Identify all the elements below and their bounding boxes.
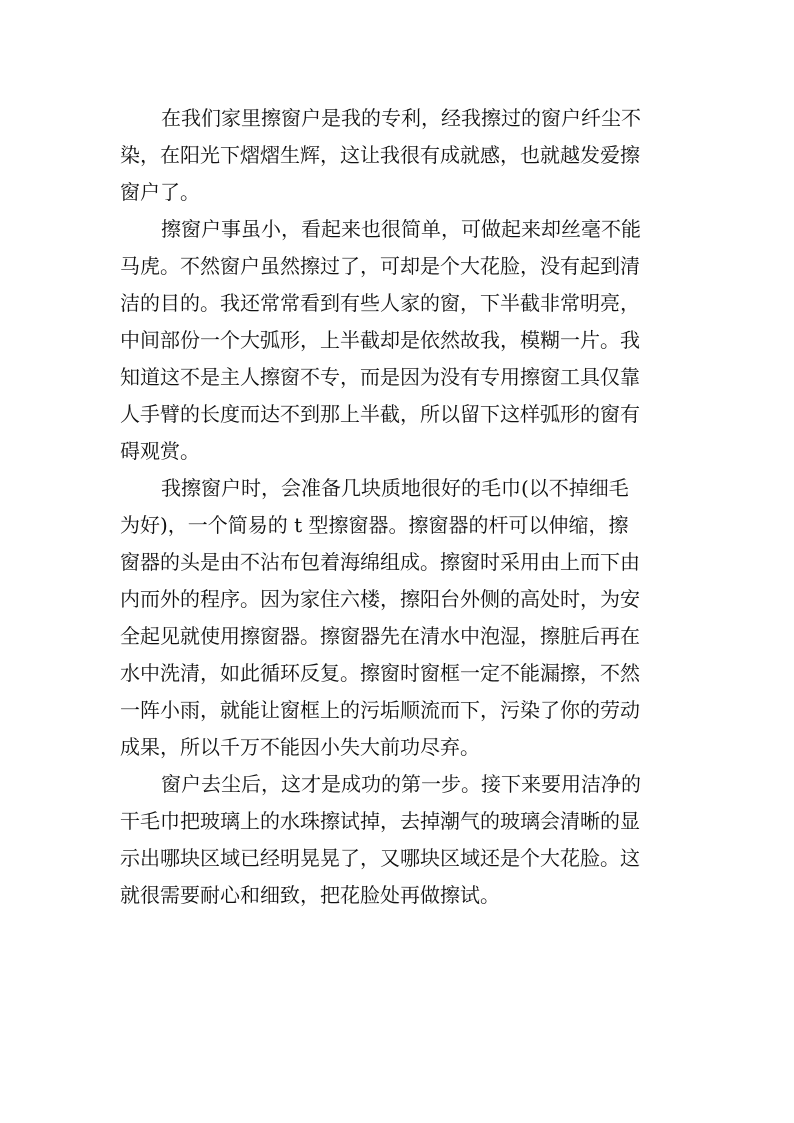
paragraph-4-line-1: 窗户去尘后，这才是成功的第一步。接下来要用洁净的 xyxy=(161,772,641,796)
paragraph-3-line-8: 成果，所以千万不能因小失大前功尽弃。 xyxy=(120,735,480,759)
paragraph-3-line-6: 水中洗清，如此循环反复。擦窗时窗框一定不能漏擦，不然 xyxy=(120,661,640,685)
paragraph-2-line-5: 知道这不是主人擦窗不专，而是因为没有专用擦窗工具仅靠 xyxy=(120,365,640,389)
paragraph-3-line-1: 我擦窗户时，会准备几块质地很好的毛巾(以不掉细毛 xyxy=(161,476,629,500)
paragraph-4-line-3: 示出哪块区域已经明晃晃了，又哪块区域还是个大花脸。这 xyxy=(120,846,640,870)
paragraph-3-line-7: 一阵小雨，就能让窗框上的污垢顺流而下，污染了你的劳动 xyxy=(120,698,640,722)
paragraph-4-line-4: 就很需要耐心和细致，把花脸处再做擦试。 xyxy=(120,883,500,907)
paragraph-1-line-3: 窗户了。 xyxy=(120,180,200,204)
paragraph-3-line-2: 为好)，一个简易的 t 型擦窗器。擦窗器的杆可以伸缩，擦 xyxy=(120,513,629,537)
paragraph-1-line-2: 染，在阳光下熠熠生辉，这让我很有成就感，也就越发爱擦 xyxy=(120,143,640,167)
paragraph-2-line-1: 擦窗户事虽小，看起来也很简单，可做起来却丝毫不能 xyxy=(161,217,641,241)
paragraph-3-line-4: 内而外的程序。因为家住六楼，擦阳台外侧的高处时，为安 xyxy=(120,587,640,611)
paragraph-1-line-1: 在我们家里擦窗户是我的专利，经我擦过的窗户纤尘不 xyxy=(161,106,641,130)
paragraph-3-line-5: 全起见就使用擦窗器。擦窗器先在清水中泡湿，擦脏后再在 xyxy=(120,624,640,648)
paragraph-2-line-3: 洁的目的。我还常常看到有些人家的窗，下半截非常明亮， xyxy=(120,291,640,315)
paragraph-2-line-7: 碍观赏。 xyxy=(120,439,200,463)
paragraph-4-line-2: 干毛巾把玻璃上的水珠擦试掉，去掉潮气的玻璃会清晰的显 xyxy=(120,809,640,833)
paragraph-3-line-3: 窗器的头是由不沾布包着海绵组成。擦窗时采用由上而下由 xyxy=(120,550,640,574)
paragraph-2-line-2: 马虎。不然窗户虽然擦过了，可却是个大花脸，没有起到清 xyxy=(120,254,640,278)
paragraph-2-line-4: 中间部份一个大弧形，上半截却是依然故我，模糊一片。我 xyxy=(120,328,640,352)
paragraph-2-line-6: 人手臂的长度而达不到那上半截，所以留下这样弧形的窗有 xyxy=(120,402,640,426)
